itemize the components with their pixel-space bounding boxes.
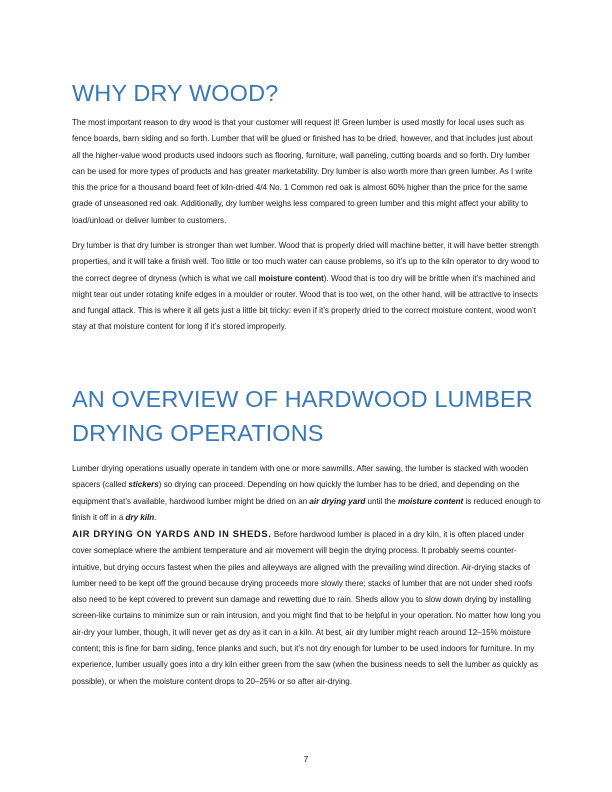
text-run: ) so drying can proceed. Depending on how quickly the lumber has to be dried, and depending on the equipment that’s available, hardwood lumber might be dried on an bbox=[72, 480, 520, 506]
page-number: 7 bbox=[303, 754, 309, 764]
term-stickers: stickers bbox=[128, 480, 159, 490]
text-run: Dry lumber is that dry lumber is stronger than wet lumber. Wood that is properly dried will machine better, it will have better strength properties, and it will take a finish well. Too little or too much water can cause problems, so it’s up to the kiln operator to dry wood to the correct degree of dryness (which is what we call bbox=[72, 241, 540, 283]
section-heading-why-dry-wood: WHY DRY WOOD? bbox=[72, 80, 279, 106]
term-dry-kiln: dry kiln bbox=[125, 512, 155, 522]
term-air-drying-yard: air drying yard bbox=[309, 496, 366, 506]
text-run: . bbox=[154, 512, 157, 522]
text-run: is reduced enough to finish it off in a bbox=[72, 496, 541, 522]
section-heading-overview: AN OVERVIEW OF HARDWOOD LUMBER DRYING OPERATIONS bbox=[72, 386, 533, 446]
text-run: until the bbox=[365, 496, 398, 506]
run-in-heading-air-drying: AIR DRYING ON YARDS AND IN SHEDS. bbox=[72, 529, 272, 539]
text-run: Before hardwood lumber is placed in a dry kiln, it is often placed under cover someplace where the ambient temperature and air movement will begin the drying process. It probably seems counter-intuitive, but drying occurs fastest when the piles and alleyways are aligned with the prevailing wind direction. Air-drying stacks of lumber need to be kept off the ground because drying proceeds more slowly there; stacks of lumber that are not under shed roofs also need to be kept covered to prevent sun damage and rewetting due to rain. Sheds allow you to slow down drying by installing screen-like curtains to minimize sun or rain intrusion, and you might find that to be helpful in your operation. No matter how long you air-dry your lumber, though, it will never get as dry as it can in a kiln. At best, air dry lumber might reach around 12–15% moisture content; this is fine for barn siding, fence planks and such, but it’s not dry enough for lumber to be used indoors for furniture. In my experience, lumber usually goes into a dry kiln either green from the saw (when the business needs to sell the lumber as quickly as possible), or when the moisture content drops to 20–25% or so after air-drying. bbox=[72, 530, 541, 686]
paragraph-overview-intro bbox=[72, 461, 542, 526]
paragraph-why-dry-1: The most important reason to dry wood is that your customer will request it! Green lumber is used mostly for local uses such as fence boards, barn siding and so forth. Lumber that will be glued or finished has to be dried, however, and that includes just about all the higher-value wood products used indoors such as flooring, furniture, wall paneling, cutting boards and so forth. Dry lumber can be used for more types of products and has greater marketability. Dry lumber is also worth more than green lumber. As I write this the price for a thousand board feet of kiln-dried 4/4 No. 1 Common red oak is almost 60% higher than the price for the same grade of unseasoned red oak. Additionally, dry lumber weighs less compared to green lumber and this might affect your ability to load/unload or deliver lumber to customers. bbox=[72, 118, 533, 225]
paragraph-air-drying bbox=[72, 526, 542, 690]
term-moisture-content: moisture content bbox=[397, 496, 464, 506]
text-run: Lumber drying operations usually operate in tandem with one or more sawmills. After sawing, the lumber is stacked with wooden spacers (called bbox=[72, 464, 529, 490]
text-run: ). Wood that is too dry will be brittle when it’s machined and might tear out under rotating knife edges in a moulder or router. Wood that is too wet, on the other hand, will be attractive to insects and fungal attack. This is where it all gets just a little bit tricky: even if it’s properly dried to the correct moisture content, wood won’t stay at that moisture content for long if it’s stored improperly. bbox=[72, 273, 538, 332]
term-moisture-content: moisture content bbox=[258, 273, 324, 283]
paragraph-why-dry-2 bbox=[72, 238, 542, 336]
